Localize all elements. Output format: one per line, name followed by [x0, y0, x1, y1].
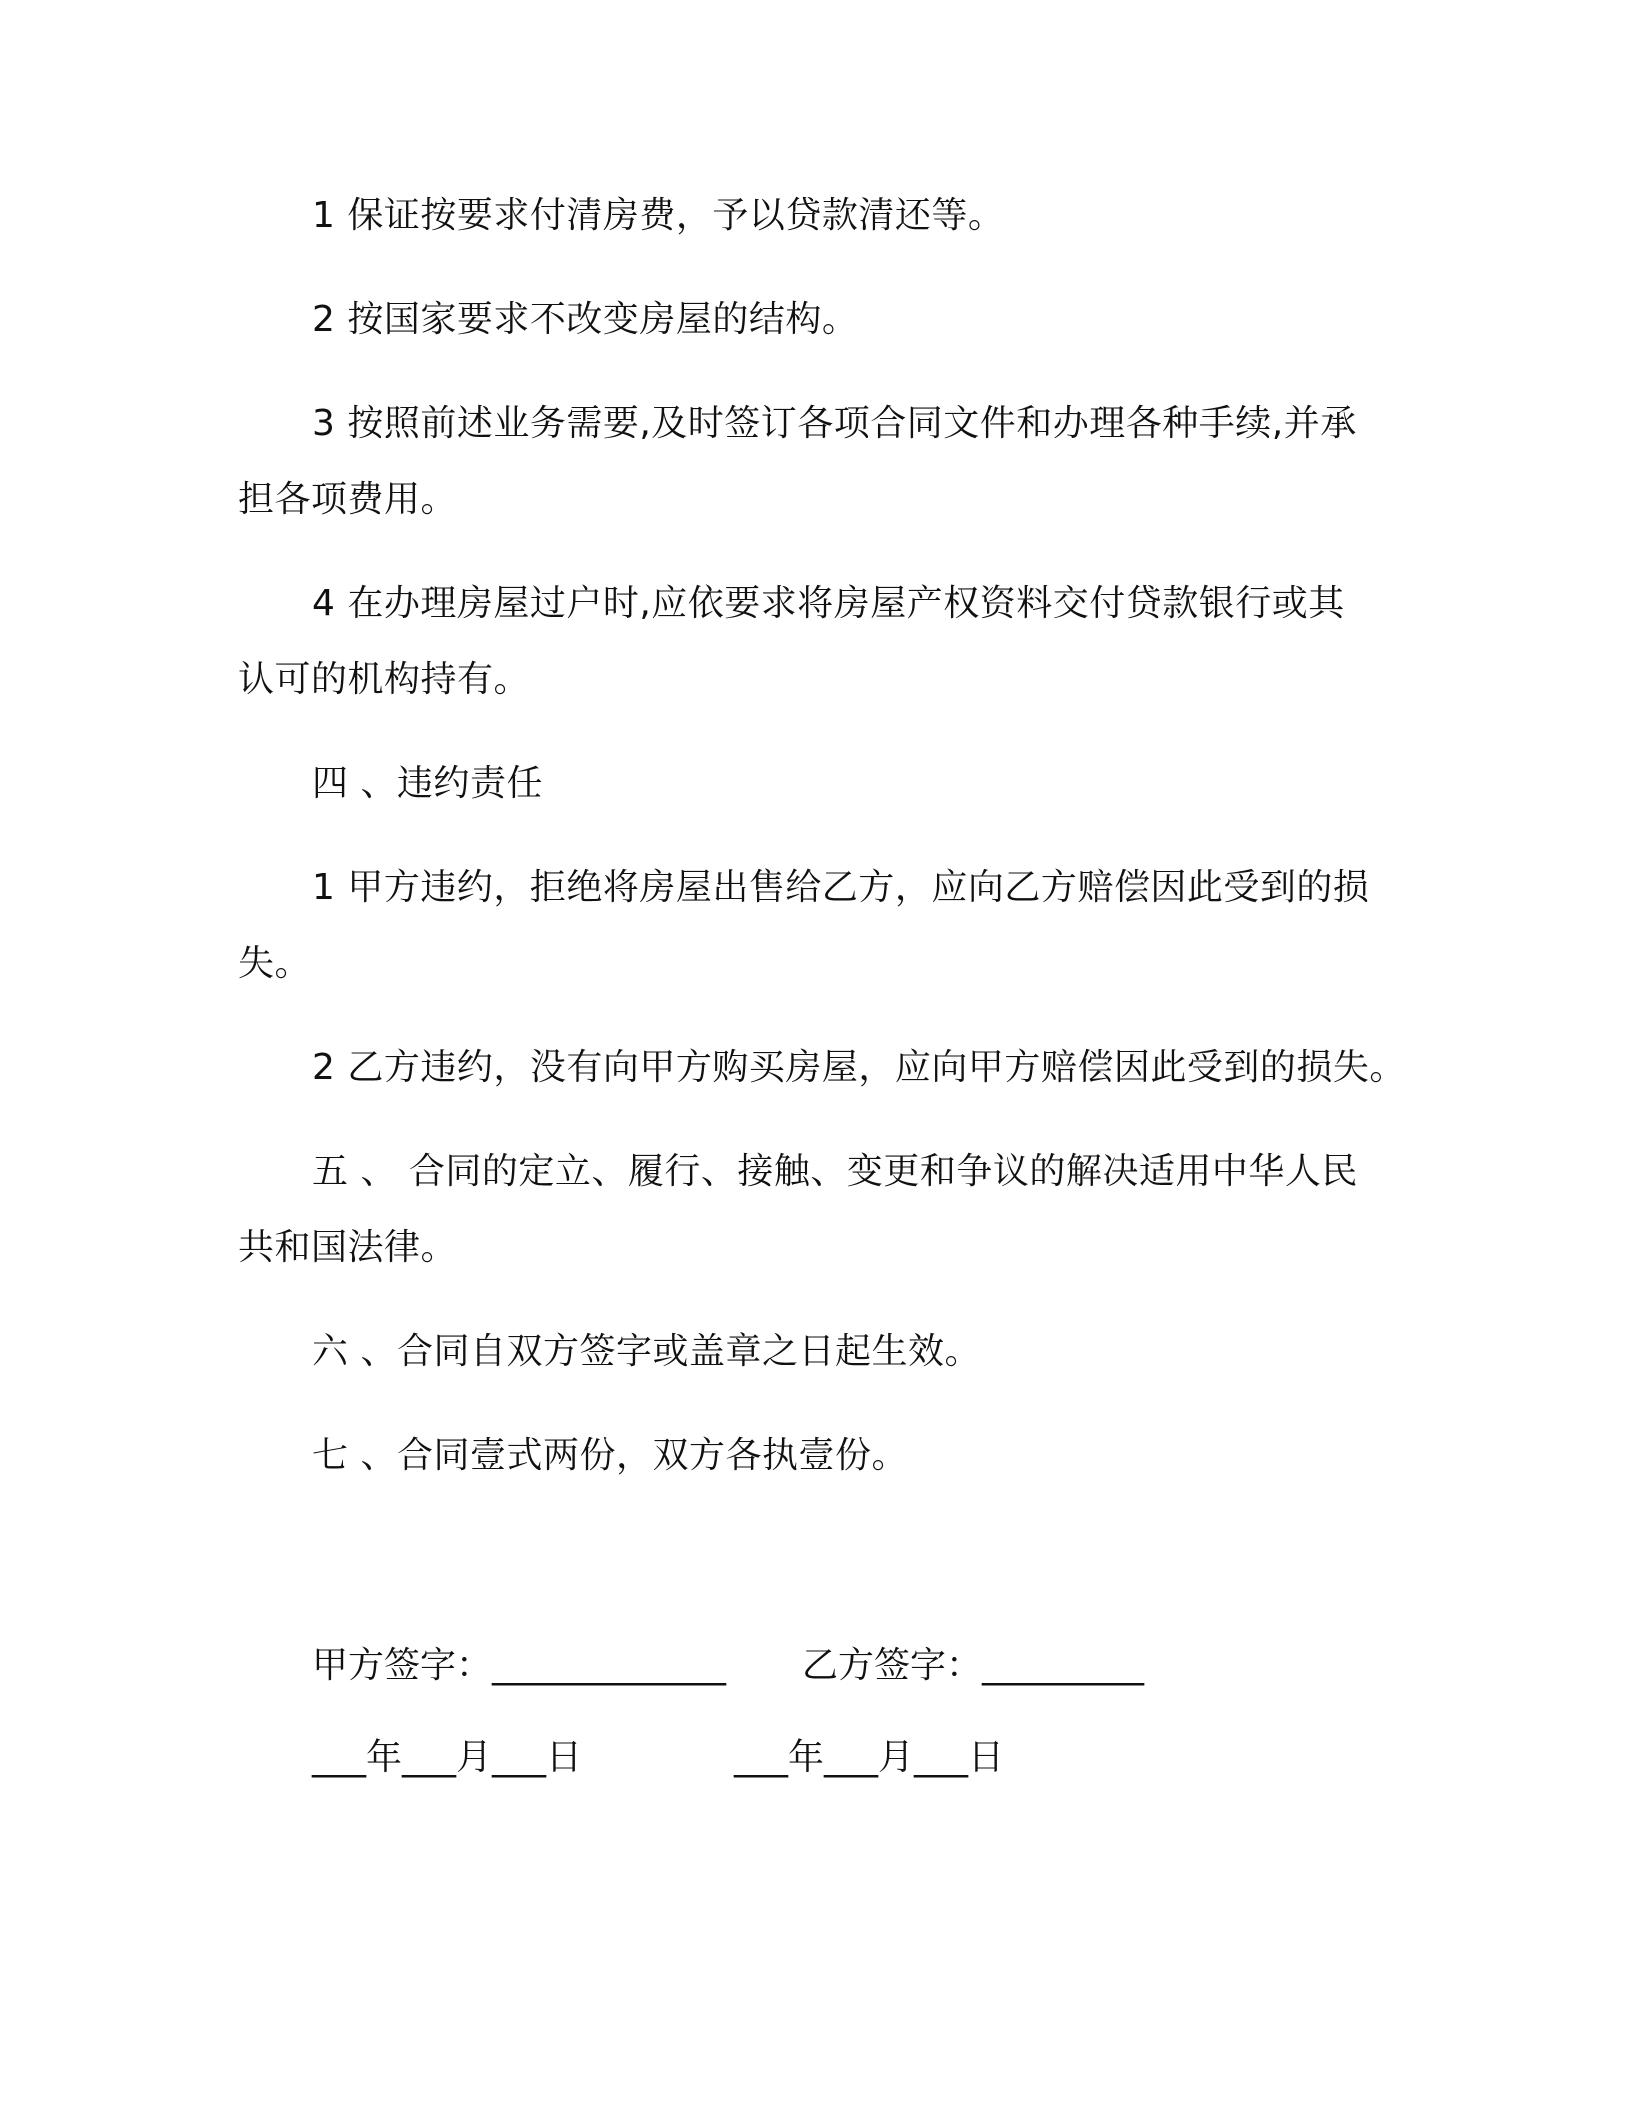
party-a-signature: 甲方签字：_____________	[312, 1645, 727, 1686]
section-7: 七 、合同壹式两份，双方各执壹份。	[312, 1435, 908, 1476]
clause-3-3-line2: 担各项费用。	[238, 479, 458, 520]
clause-4-1-line2: 失。	[238, 943, 312, 984]
clause-3-1: 1 保证按要求付清房费，予以贷款清还等。	[312, 195, 1005, 236]
party-b-date: ___年___月___日	[734, 1737, 1005, 1778]
section-5-line1: 五 、 合同的定立、履行、接触、变更和争议的解决适用中华人民	[312, 1151, 1358, 1192]
clause-3-3-line1: 3 按照前述业务需要,及时签订各项合同文件和办理各种手续,并承	[312, 403, 1357, 444]
section-4-heading: 四 、违约责任	[312, 763, 543, 804]
party-b-signature: 乙方签字：_________	[802, 1645, 1145, 1686]
section-6: 六 、合同自双方签字或盖章之日起生效。	[312, 1331, 981, 1372]
clause-3-2: 2 按国家要求不改变房屋的结构。	[312, 299, 859, 340]
clause-4-2: 2 乙方违约，没有向甲方购买房屋，应向甲方赔偿因此受到的损失。	[312, 1047, 1406, 1088]
section-5-line2: 共和国法律。	[238, 1227, 458, 1268]
clause-4-1-line1: 1 甲方违约，拒绝将房屋出售给乙方，应向乙方赔偿因此受到的损	[312, 867, 1370, 908]
party-a-date: ___年___月___日	[312, 1737, 583, 1778]
clause-3-4-line2: 认可的机构持有。	[238, 659, 531, 700]
clause-3-4-line1: 4 在办理房屋过户时,应依要求将房屋产权资料交付贷款银行或其	[312, 583, 1345, 624]
